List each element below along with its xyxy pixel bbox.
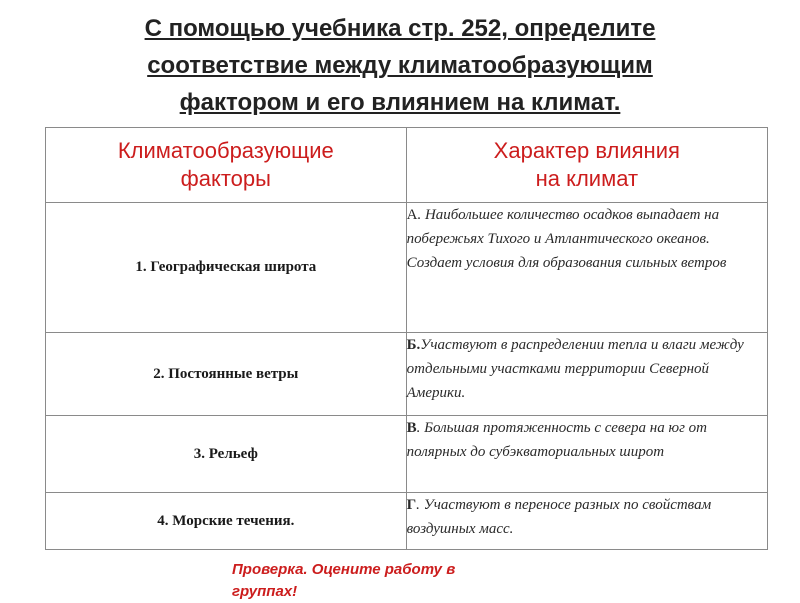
effect-cell	[406, 333, 767, 416]
matching-table	[45, 127, 768, 550]
effect-letter: В	[406, 420, 417, 436]
page-title	[60, 10, 740, 121]
effect-text: Участвуют в распределении тепла и влаги между отдельными участками территории Северной Америки.	[406, 337, 744, 401]
title-line-3: фактором и его влиянием на климат.	[179, 89, 621, 116]
check-note-line-2: группах!	[232, 583, 298, 600]
table-row	[46, 416, 768, 493]
header-factors-line-1: Климатообразующие	[117, 138, 334, 163]
header-factors	[46, 128, 407, 203]
factor-cell: 1. Географическая широта	[46, 203, 407, 333]
header-factors-line-2: факторы	[180, 166, 271, 191]
header-effects-line-2: на климат	[535, 166, 639, 191]
factor-cell: 3. Рельеф	[46, 416, 407, 493]
effect-cell	[406, 416, 767, 493]
effect-letter: Г	[406, 497, 417, 513]
effect-letter: А	[406, 207, 418, 223]
effect-cell	[406, 493, 767, 550]
table-row	[46, 333, 768, 416]
effect-text: . Участвуют в переносе разных по свойствам воздушных масс.	[406, 497, 712, 537]
check-note-line-1: Проверка. Оцените работу в	[232, 561, 456, 578]
factor-cell: 4. Морские течения.	[46, 493, 407, 550]
effect-letter: Б.	[406, 337, 421, 353]
header-effects-line-1: Характер влияния	[493, 138, 680, 163]
check-note	[232, 559, 552, 603]
effect-text: . Большая протяженность с севера на юг от полярных до субэкваториальных широт	[406, 420, 708, 460]
effect-text: . Наибольшее количество осадков выпадает на побережьях Тихого и Атлантического океанов. Создает условия для образования сильных ветров	[406, 207, 727, 271]
factor-cell: 2. Постоянные ветры	[46, 333, 407, 416]
title-line-1: С помощью учебника стр. 252, определите	[144, 15, 656, 42]
header-effects	[406, 128, 767, 203]
table-header-row	[46, 128, 768, 203]
table-row	[46, 203, 768, 333]
table-row	[46, 493, 768, 550]
effect-cell	[406, 203, 767, 333]
title-line-2: соответствие между климатообразующим	[147, 52, 653, 79]
